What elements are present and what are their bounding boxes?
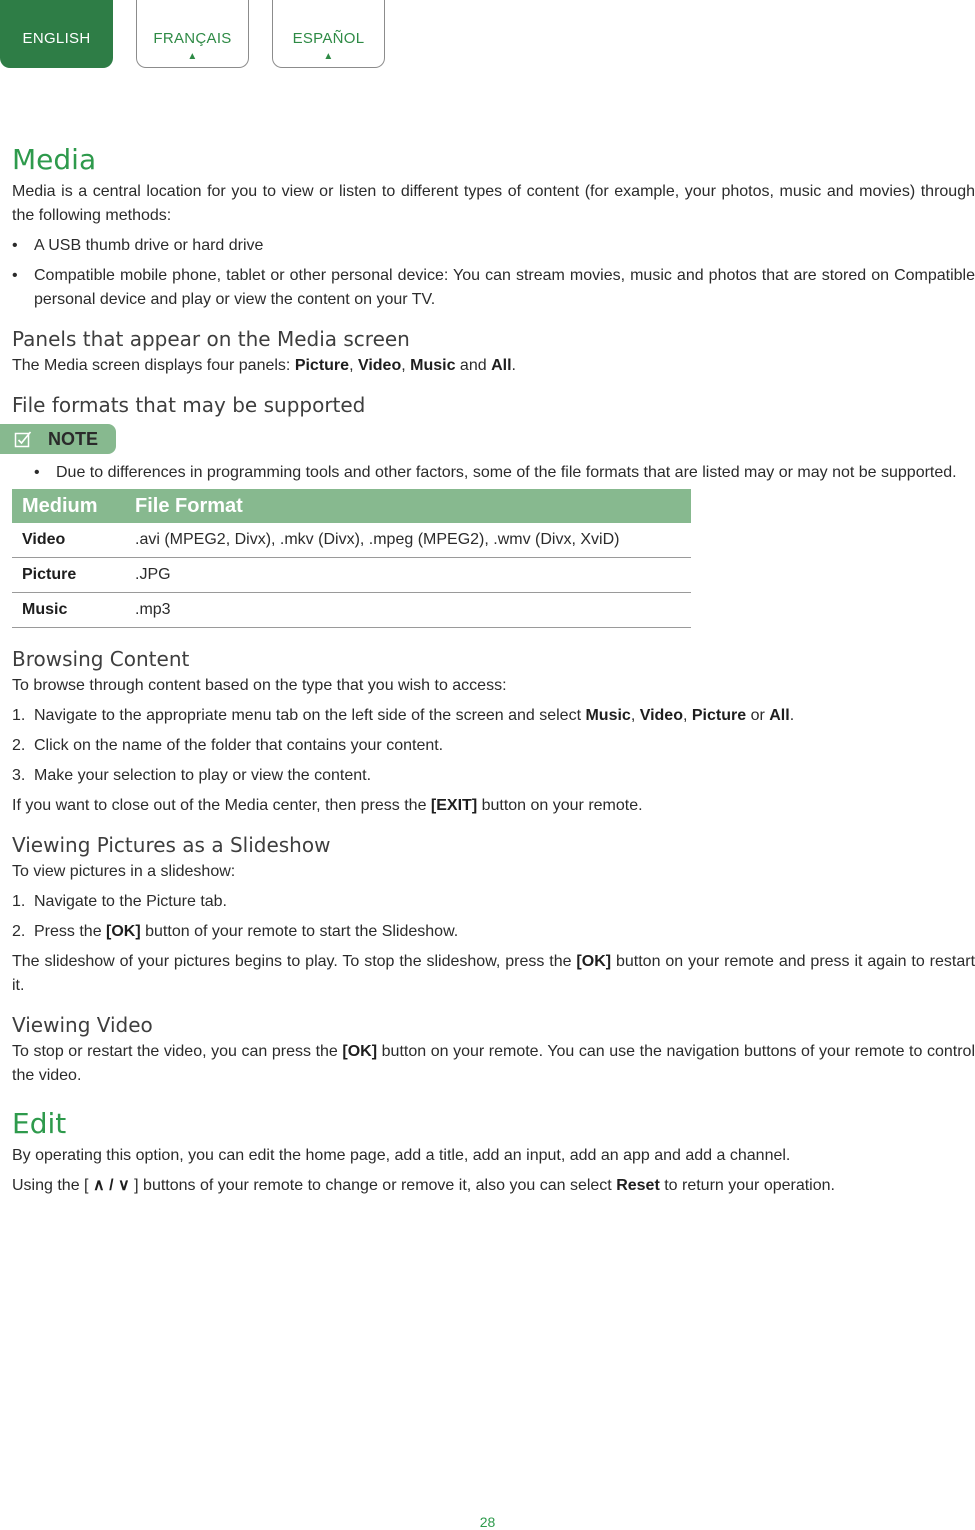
list-item: 2. Press the [OK] button of your remote to start the Slideshow. bbox=[12, 923, 459, 940]
browsing-steps bbox=[12, 704, 975, 788]
panels-text: The Media screen displays four panels: Picture, Video, Music and All. bbox=[12, 357, 516, 374]
table-row bbox=[12, 558, 691, 593]
list-item: • Compatible mobile phone, tablet or other personal device: You can stream movies, music and photos that are stored on Compatible personal device and play or view the content on your TV. bbox=[12, 267, 975, 308]
list-item: • Due to differences in programming tools and other factors, some of the file formats that are listed may or may not be supported. bbox=[34, 464, 957, 481]
list-item: 2. Click on the name of the folder that contains your content. bbox=[12, 737, 444, 754]
edit-text-1: By operating this option, you can edit the home page, add a title, add an input, add an app and add a channel. bbox=[12, 1147, 791, 1164]
slideshow-outro: The slideshow of your pictures begins to play. To stop the slideshow, press the [OK] button on your remote and press it again to restart it. bbox=[12, 953, 975, 994]
browsing-intro: To browse through content based on the type that you wish to access: bbox=[12, 677, 507, 694]
tab-espanol-label: ESPAÑOL bbox=[292, 30, 365, 47]
media-intro: Media is a central location for you to view or listen to different types of content (for example, your photos, music and movies) through the following methods: bbox=[12, 183, 975, 224]
up-arrow-icon: ▲ bbox=[323, 51, 334, 62]
edit-title: Edit bbox=[12, 1107, 67, 1140]
tab-english[interactable] bbox=[0, 0, 113, 68]
file-format-table bbox=[12, 489, 691, 628]
list-item: • A USB thumb drive or hard drive bbox=[12, 237, 264, 254]
video-text: To stop or restart the video, you can press the [OK] button on your remote. You can use the navigation buttons of your remote to control the video. bbox=[12, 1043, 975, 1084]
edit-text-2: Using the [ ∧ / ∨ ] buttons of your remote to change or remove it, also you can select Reset to return your operation. bbox=[12, 1177, 835, 1194]
cell-medium: Music bbox=[12, 593, 125, 628]
list-item: 1. Navigate to the Picture tab. bbox=[12, 893, 227, 910]
col-medium-header: Medium bbox=[12, 489, 125, 523]
browsing-exit-text: If you want to close out of the Media center, then press the [EXIT] button on your remote. bbox=[12, 797, 643, 814]
video-heading: Viewing Video bbox=[12, 1013, 153, 1037]
col-format-header: File Format bbox=[125, 489, 691, 523]
table-header-row bbox=[12, 489, 691, 523]
note-list bbox=[12, 461, 975, 485]
page-number: 28 bbox=[479, 1514, 496, 1530]
cell-medium: Picture bbox=[12, 558, 125, 593]
table-row bbox=[12, 523, 691, 558]
up-arrow-icon: ▲ bbox=[187, 51, 198, 62]
slideshow-heading: Viewing Pictures as a Slideshow bbox=[12, 833, 331, 857]
up-down-keys: ∧ / ∨ bbox=[92, 1177, 130, 1194]
tab-francais[interactable] bbox=[136, 0, 249, 68]
cell-format: .avi (MPEG2, Divx), .mkv (Divx), .mpeg (MPEG2), .wmv (Divx, XviD) bbox=[125, 523, 691, 558]
table-row bbox=[12, 593, 691, 628]
cell-format: .mp3 bbox=[125, 593, 691, 628]
cell-medium: Video bbox=[12, 523, 125, 558]
tab-francais-label: FRANÇAIS bbox=[153, 30, 232, 47]
panels-heading: Panels that appear on the Media screen bbox=[12, 327, 410, 351]
note-label: NOTE bbox=[48, 429, 99, 449]
page-content bbox=[12, 140, 975, 1198]
list-item: 1. Navigate to the appropriate menu tab on the left side of the screen and select Music, Video, Picture or All. bbox=[12, 707, 795, 724]
tab-english-label: ENGLISH bbox=[22, 30, 91, 47]
browsing-heading: Browsing Content bbox=[12, 647, 190, 671]
cell-format: .JPG bbox=[125, 558, 691, 593]
slideshow-steps bbox=[12, 890, 975, 944]
media-title: Media bbox=[12, 143, 97, 176]
note-badge bbox=[0, 424, 116, 454]
tab-espanol[interactable] bbox=[272, 0, 385, 68]
slideshow-intro: To view pictures in a slideshow: bbox=[12, 863, 236, 880]
note-check-icon bbox=[14, 430, 32, 448]
media-methods-list bbox=[12, 234, 975, 312]
list-item: 3. Make your selection to play or view the content. bbox=[12, 767, 372, 784]
formats-heading: File formats that may be supported bbox=[12, 393, 366, 417]
